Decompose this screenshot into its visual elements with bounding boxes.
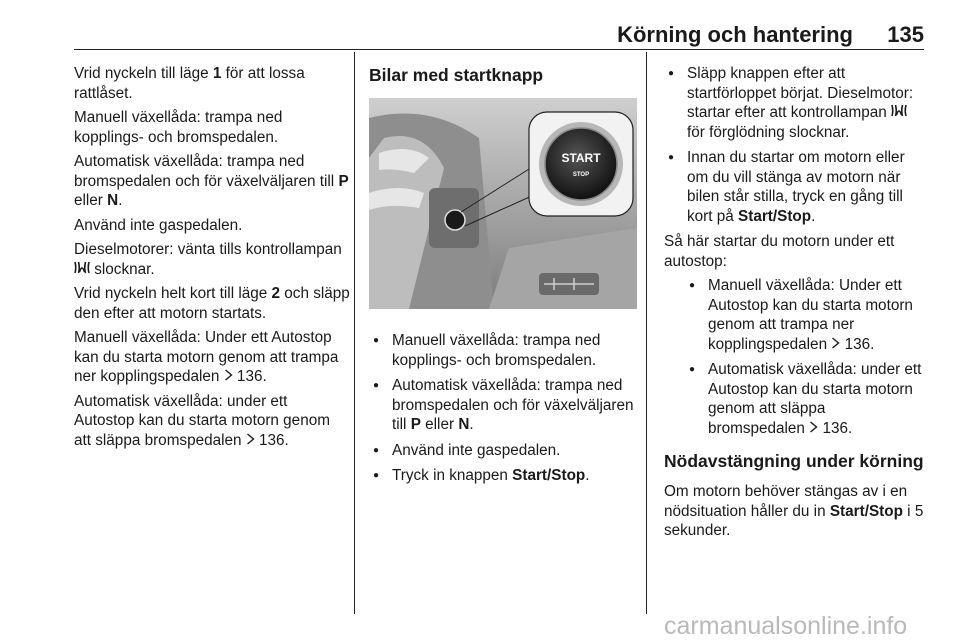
page-ref-arrow-icon <box>224 367 233 387</box>
page-ref-arrow-icon <box>246 431 255 451</box>
paragraph-manual: Manuell växellåda: trampa ned kopplings- och bromspedalen. <box>74 109 283 146</box>
button-label-stop: STOP <box>572 172 590 178</box>
page-ref-arrow-icon <box>831 335 840 355</box>
paragraph-diesel: Dieselmotorer: vänta tills kontrollampan slocknar. <box>74 241 342 278</box>
page-number: 135 <box>887 22 924 47</box>
paragraph-automatic: Automatisk växellåda: trampa ned bromspedalen och för växelväljaren till P eller N. <box>74 153 349 209</box>
paragraph-autostop-intro: Så här startar du motorn under ett autostop: <box>664 233 895 270</box>
column-divider-1 <box>354 52 355 614</box>
section-title: Körning och hantering <box>617 22 853 47</box>
list-item: ● Automatisk växellåda: trampa ned bromspedalen och för växelväljaren till P eller N. <box>369 376 637 435</box>
header-rule <box>74 49 924 50</box>
list-item: ● Manuell växellåda: trampa ned kopplings- och bromspedalen. <box>369 331 637 370</box>
page-header <box>0 0 960 48</box>
paragraph-no-gas: Använd inte gaspedalen. <box>74 216 243 234</box>
list-item: ● Innan du startar om motorn eller om du vill stänga av motorn när bilen står stilla, tryck en gång till kort på Start/Stop. <box>664 148 926 226</box>
glow-plug-icon <box>74 260 90 280</box>
start-button-figure <box>369 98 637 309</box>
heading-emergency-shutdown: Nödavstängning under körning <box>664 451 924 471</box>
list-item: ● Använd inte gaspedalen. <box>369 441 637 461</box>
start-button-list <box>369 331 637 486</box>
release-list <box>664 64 926 226</box>
paragraph-turn-key: Vrid nyckeln helt kort till läge 2 och släpp den efter att motorn startats. <box>74 285 350 322</box>
list-item: ● Automatisk växellåda: under ett Autostop kan du starta motorn genom att släppa bromspedalen 136. <box>685 360 926 438</box>
autostop-list <box>664 276 926 438</box>
glow-plug-icon <box>891 103 907 123</box>
list-item: ● Släpp knappen efter att startförloppet börjat. Dieselmotor: startar efter att kontrollampan för förglödning slocknar. <box>664 64 926 142</box>
list-item: ● Manuell växellåda: Under ett Autostop kan du starta motorn genom att trampa ner kopplingspedalen 136. <box>685 276 926 354</box>
list-item: ● Tryck in knappen Start/Stop. <box>369 466 637 486</box>
paragraph-autostop-automatic: Automatisk växellåda: under ett Autostop kan du starta motorn genom att släppa bromspedalen 136. <box>74 392 330 449</box>
paragraph-unlock: Vrid nyckeln till läge 1 för att lossa rattlåset. <box>74 65 305 102</box>
page-ref-arrow-icon <box>809 419 818 439</box>
dashboard-illustration <box>369 98 637 309</box>
column-2 <box>369 64 637 492</box>
column-1 <box>74 64 350 455</box>
column-divider-2 <box>646 52 647 614</box>
watermark: carmanualsonline.info <box>664 612 908 640</box>
paragraph-autostop-manual: Manuell växellåda: Under ett Autostop kan du starta motorn genom att trampa ner kopplingspedalen 136. <box>74 329 339 385</box>
heading-start-button-cars: Bilar med startknapp <box>369 65 544 85</box>
column-3 <box>664 64 926 546</box>
button-label-start: START <box>561 151 601 165</box>
paragraph-emergency: Om motorn behöver stängas av i en nödsituation håller du in Start/Stop i 5 sekunder. <box>664 483 924 539</box>
